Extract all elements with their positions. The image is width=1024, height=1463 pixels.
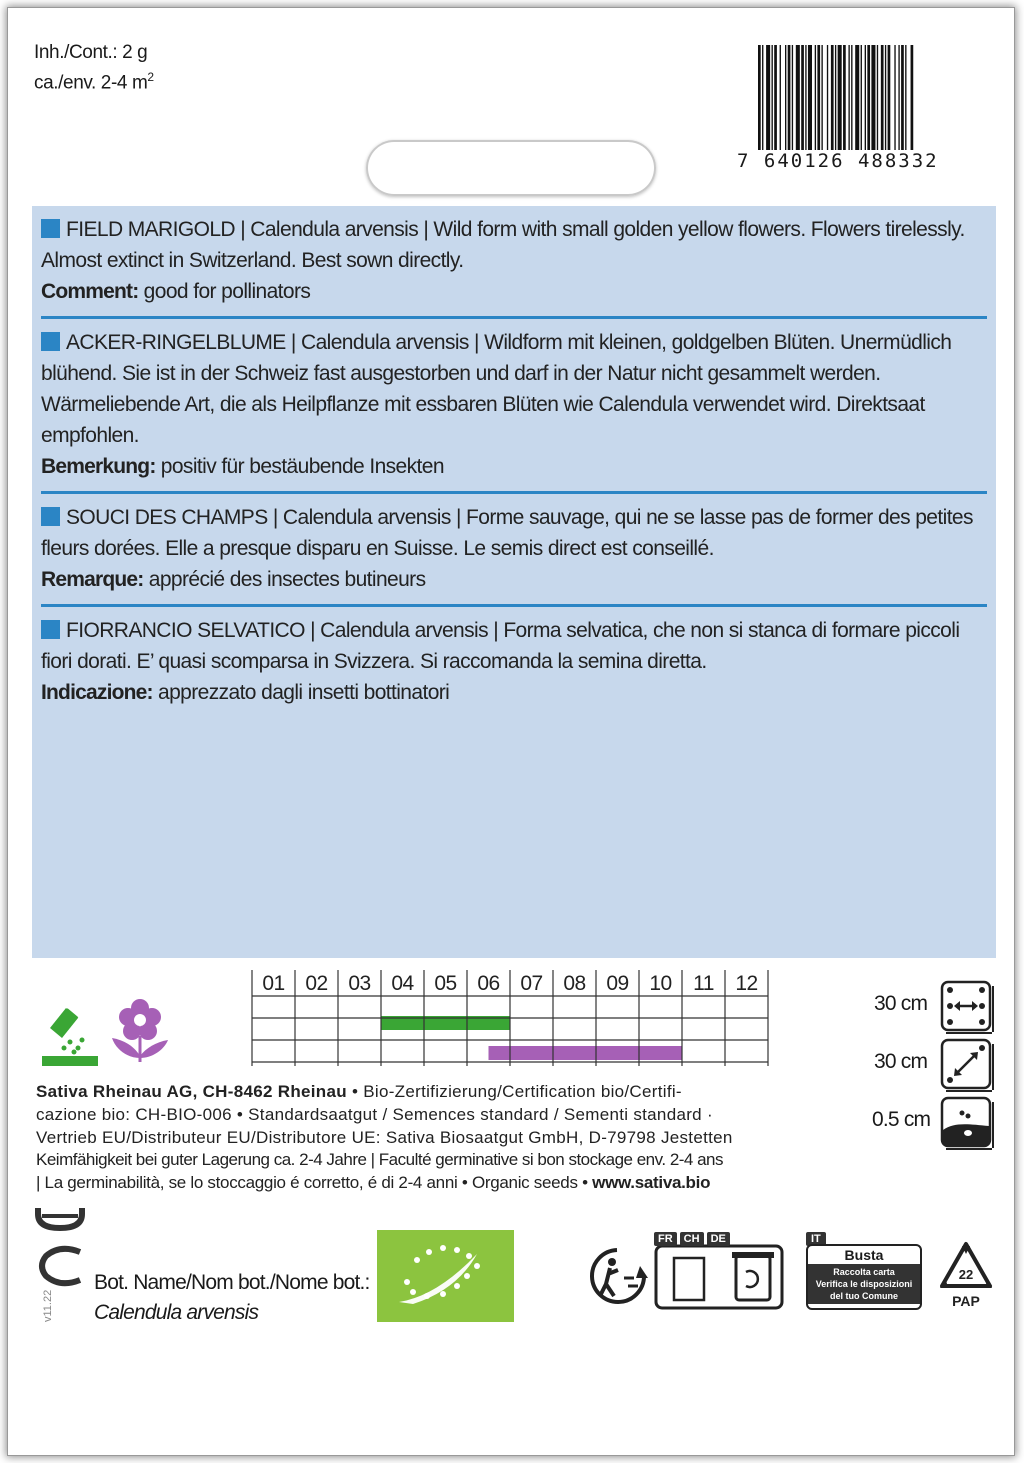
- calendar-month-label: 08: [563, 972, 586, 995]
- sowing-calendar: [250, 966, 770, 1071]
- barcode-bar: [888, 45, 891, 150]
- barcode-bar: [843, 45, 846, 150]
- eu-star: [466, 1253, 472, 1259]
- pap-recycling-icon: [936, 1240, 996, 1312]
- calendar-month-label: 07: [520, 972, 543, 995]
- barcode-bar: [865, 45, 866, 150]
- country-tag-it: IT: [806, 1232, 826, 1246]
- barcode-bar: [911, 45, 914, 150]
- barcode-bar: [877, 45, 878, 150]
- pap-number: 22: [958, 1267, 974, 1282]
- eu-star: [414, 1257, 420, 1263]
- remark-label: Remarque:: [41, 568, 144, 591]
- eu-star: [474, 1263, 480, 1269]
- hang-hole: [366, 140, 656, 196]
- sowing-depth-label: 0.5 cm: [872, 1108, 931, 1131]
- section-de: ACKER-RINGELBLUME | Calendula arvensis | Wildform mit kleinen, goldgelben Blüten. Unermüdlich blühend. Sie ist in der Schweiz fast ausgestorben und darf in der Natur nicht gesammelt werden. Wärmeliebende Art, die als Heilpflanze mit essbaren Blüten wie Calendula verwendet wird. Direktsaat empfohlen. Bemerkung: positiv für bestäubende Insekten: [41, 331, 952, 478]
- section-en: FIELD MARIGOLD | Calendula arvensis | Wild form with small golden yellow flowers. Flowers tirelessly. Almost extinct in Switzerland. Best sown directly. Comment: good for pollinators: [41, 218, 965, 303]
- section-fr: SOUCI DES CHAMPS | Calendula arvensis | Forme sauvage, qui ne se lasse pas de former des petites fleurs dorées. Elle a presque disparu en Suisse. Le semis direct est conseillé. Remarque: apprécié des insectes butineurs: [41, 506, 973, 591]
- version-code: v11.22: [42, 1289, 54, 1322]
- barcode-bar: [905, 45, 906, 150]
- barcode-bar: [871, 45, 875, 150]
- barcode-bar: [861, 45, 862, 150]
- barcode-bar: [796, 45, 800, 150]
- direct-sowing-icon: [40, 1004, 100, 1068]
- flowering-bar-partial: [489, 1046, 511, 1060]
- package-contents: [34, 40, 154, 95]
- eu-star: [404, 1279, 410, 1285]
- barcode-bar: [831, 45, 834, 150]
- barcode-bar: [792, 45, 793, 150]
- barcode-bar: [762, 45, 763, 150]
- country-tags: [654, 1232, 730, 1246]
- eu-star: [440, 1291, 446, 1297]
- eu-star: [440, 1245, 446, 1251]
- barcode-bar: [805, 45, 806, 150]
- barcode-bar: [838, 45, 842, 150]
- barcode-bar: [808, 45, 812, 150]
- barcode-bar: [901, 45, 904, 150]
- description-panel: [32, 206, 996, 958]
- company-name: Sativa Rheinau AG, CH-8462 Rheinau: [36, 1082, 347, 1101]
- eu-star: [464, 1273, 470, 1279]
- barcode-bar: [885, 45, 886, 150]
- country-tag-de: DE: [707, 1232, 730, 1246]
- row-spacing-label: 30 cm: [874, 992, 928, 1015]
- imprint: Sativa Rheinau AG, CH-8462 Rheinau • Bio-Zertifizierung/Certification bio/Certifi- cazione bio: CH-BIO-006 • Standardsaatgut / Semences standard / Sementi standard · Vertrieb EU/Distributeur EU/Distributore UE: Sativa Biosaatgut GmbH, D-79798 Jestetten Keimfähigkeit bei guter Lagerung ca. 2-4 Jahre | Faculté germinative si bon stockage env. 2-4 ans | La germinabilità, se lo stoccaggio é corretto, é di 2-4 anni • Organic seeds • www.sativa.bio: [36, 1082, 733, 1193]
- section-divider: [41, 316, 987, 319]
- row-spacing-icon: [940, 980, 994, 1034]
- botanical-latin: Calendula arvensis: [94, 1301, 259, 1324]
- section-marker: [41, 332, 60, 351]
- section-it: FIORRANCIO SELVATICO | Calendula arvensis | Forma selvatica, che non si stanca di formare piccoli fiori dorati. E’ quasi scomparsa in Svizzera. Si raccomanda la semina diretta. Indicazione: apprezzato dagli insetti bottinatori: [41, 619, 960, 704]
- busta-title: Busta: [844, 1247, 884, 1263]
- barcode-bar: [817, 45, 820, 150]
- barcode-bar: [815, 45, 816, 150]
- section-divider: [41, 604, 987, 607]
- country-tag-fr: FR: [654, 1232, 677, 1246]
- barcode-bar: [848, 45, 849, 150]
- barcode-bar: [821, 45, 822, 150]
- calendar-month-label: 12: [735, 972, 758, 995]
- botanical-name: [94, 1268, 370, 1328]
- calendar-month-label: 03: [348, 972, 371, 995]
- remark-text: apprezzato dagli insetti bottinatori: [152, 681, 450, 704]
- calendar-month-label: 05: [434, 972, 457, 995]
- country-tag-ch: CH: [680, 1232, 704, 1246]
- barcode-bar: [780, 45, 781, 150]
- sowing-depth-icon: [940, 1096, 994, 1150]
- eu-leaf-icon: [377, 1230, 514, 1322]
- plant-spacing-icon: [940, 1038, 994, 1092]
- calendar-month-label: 10: [649, 972, 672, 995]
- barcode-bar: [788, 45, 791, 150]
- calendar-month-label: 04: [391, 972, 414, 995]
- barcode-bar: [894, 45, 895, 150]
- pap-label: PAP: [952, 1293, 980, 1309]
- barcode-bar: [881, 45, 884, 150]
- eu-star: [426, 1249, 432, 1255]
- remark-label: Indicazione:: [41, 681, 153, 704]
- barcode-bar: [867, 45, 870, 150]
- barcode-bar: [855, 45, 859, 150]
- flower-icon: [106, 998, 172, 1066]
- barcode-bar: [772, 45, 773, 150]
- plant-spacing-label: 30 cm: [874, 1050, 928, 1073]
- section-marker: [41, 219, 60, 238]
- remark-label: Comment:: [41, 280, 139, 303]
- barcode-bar: [835, 45, 836, 150]
- barcode-bar: [766, 45, 770, 150]
- eu-organic-logo: [377, 1230, 514, 1322]
- calendar-month-label: 06: [477, 972, 500, 995]
- section-marker: [41, 620, 60, 639]
- eu-star: [454, 1283, 460, 1289]
- calendar-month-label: 09: [606, 972, 629, 995]
- section-divider: [41, 491, 987, 494]
- italy-disposal-box: IT Busta Raccolta carta Verifica le disposizioni del tuo Comune: [806, 1232, 922, 1312]
- barcode-bar: [827, 45, 828, 150]
- eu-star: [454, 1247, 460, 1253]
- remark-text: positiv für bestäubende Insekten: [155, 455, 444, 478]
- section-marker: [41, 507, 60, 526]
- barcode-bar: [851, 45, 852, 150]
- calendar-month-label: 01: [262, 972, 285, 995]
- triman-icon: [584, 1246, 650, 1306]
- barcode: [756, 45, 992, 150]
- barcode-bar: [898, 45, 899, 150]
- coverage-area: ca./env. 2-4 $m^2$: [34, 70, 154, 94]
- barcode-bar: [785, 45, 786, 150]
- remark-text: good for pollinators: [138, 280, 311, 303]
- botanical-label: Bot. Name/Nom bot./Nome bot.:: [94, 1271, 370, 1294]
- calendar-month-label: 11: [693, 972, 714, 995]
- barcode-bar: [758, 45, 761, 150]
- ce-mark-icon: [34, 1200, 88, 1290]
- barcode-bar: [801, 45, 804, 150]
- barcode-number: 7 640126 488332: [737, 150, 939, 172]
- barcode-bar: [774, 45, 777, 150]
- disposal-info-box: [654, 1232, 786, 1312]
- eu-star: [410, 1289, 416, 1295]
- content-weight: Inh./Cont.: 2 g: [34, 42, 148, 63]
- website-link[interactable]: www.sativa.bio: [592, 1173, 711, 1193]
- calendar-month-label: 02: [305, 972, 328, 995]
- remark-label: Bemerkung:: [41, 455, 156, 478]
- remark-text: apprécié des insectes butineurs: [143, 568, 426, 591]
